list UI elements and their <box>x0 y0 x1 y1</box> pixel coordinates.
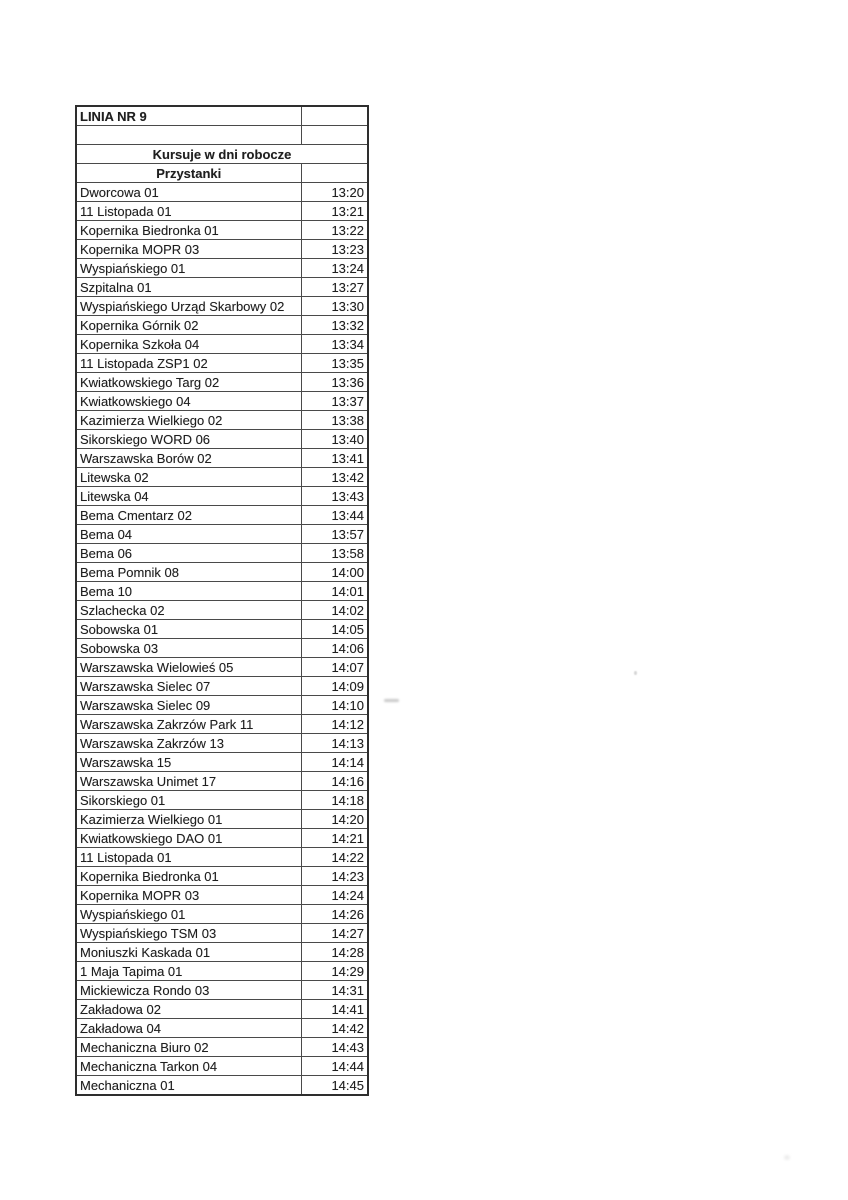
departure-time-cell: 14:21 <box>301 829 368 848</box>
table-row <box>76 373 368 392</box>
stop-name-cell: Mickiewicza Rondo 03 <box>76 981 301 1000</box>
stop-name-cell: Moniuszki Kaskada 01 <box>76 943 301 962</box>
table-row <box>76 886 368 905</box>
line-title-row <box>76 106 368 126</box>
stop-name-cell: Warszawska Unimet 17 <box>76 772 301 791</box>
stop-name-cell: Bema Cmentarz 02 <box>76 506 301 525</box>
service-days-header: Kursuje w dni robocze <box>76 145 368 164</box>
table-row <box>76 924 368 943</box>
table-row <box>76 677 368 696</box>
departure-time-cell: 13:36 <box>301 373 368 392</box>
table-row <box>76 658 368 677</box>
stop-name-cell: Warszawska Wielowieś 05 <box>76 658 301 677</box>
stop-name-cell: Kopernika Górnik 02 <box>76 316 301 335</box>
stop-name-cell: Kwiatkowskiego DAO 01 <box>76 829 301 848</box>
departure-time-cell: 13:20 <box>301 183 368 202</box>
line-title: LINIA NR 9 <box>76 106 301 126</box>
table-row <box>76 240 368 259</box>
stop-name-cell: Kopernika Biedronka 01 <box>76 867 301 886</box>
departure-time-cell: 13:57 <box>301 525 368 544</box>
stop-name-cell: Wyspiańskiego 01 <box>76 905 301 924</box>
stop-name-cell: Mechaniczna 01 <box>76 1076 301 1096</box>
table-row <box>76 183 368 202</box>
table-row <box>76 734 368 753</box>
departure-time-cell: 14:20 <box>301 810 368 829</box>
table-row <box>76 354 368 373</box>
table-row <box>76 1038 368 1057</box>
stops-column-header: Przystanki <box>76 164 301 183</box>
stop-name-cell: Wyspiańskiego 01 <box>76 259 301 278</box>
table-row <box>76 962 368 981</box>
stop-name-cell: Mechaniczna Biuro 02 <box>76 1038 301 1057</box>
table-row <box>76 1076 368 1096</box>
table-row <box>76 981 368 1000</box>
stop-name-cell: Mechaniczna Tarkon 04 <box>76 1057 301 1076</box>
table-row <box>76 449 368 468</box>
table-row <box>76 715 368 734</box>
table-row <box>76 639 368 658</box>
departure-time-cell: 14:27 <box>301 924 368 943</box>
table-row <box>76 1000 368 1019</box>
table-row <box>76 525 368 544</box>
table-row <box>76 506 368 525</box>
scan-artifact-speck <box>634 671 637 675</box>
table-row <box>76 335 368 354</box>
departure-time-cell: 14:44 <box>301 1057 368 1076</box>
stop-name-cell: Kazimierza Wielkiego 01 <box>76 810 301 829</box>
stop-name-cell: Bema 10 <box>76 582 301 601</box>
table-row <box>76 772 368 791</box>
table-row <box>76 601 368 620</box>
service-days-row <box>76 145 368 164</box>
table-row <box>76 544 368 563</box>
departure-time-cell: 13:42 <box>301 468 368 487</box>
departure-time-cell: 13:32 <box>301 316 368 335</box>
stop-name-cell: Kopernika Biedronka 01 <box>76 221 301 240</box>
departure-time-cell: 13:58 <box>301 544 368 563</box>
departure-time-cell: 14:07 <box>301 658 368 677</box>
stop-name-cell: Szpitalna 01 <box>76 278 301 297</box>
stop-name-cell: Sikorskiego WORD 06 <box>76 430 301 449</box>
departure-time-cell: 14:13 <box>301 734 368 753</box>
departure-time-cell: 14:01 <box>301 582 368 601</box>
departure-time-cell: 14:43 <box>301 1038 368 1057</box>
spacer-row <box>76 126 368 145</box>
empty-cell <box>301 164 368 183</box>
table-row <box>76 487 368 506</box>
stop-name-cell: Bema 06 <box>76 544 301 563</box>
departure-time-cell: 14:29 <box>301 962 368 981</box>
table-row <box>76 848 368 867</box>
table-row <box>76 202 368 221</box>
table-row <box>76 943 368 962</box>
table-row <box>76 411 368 430</box>
table-row <box>76 468 368 487</box>
departure-time-cell: 14:16 <box>301 772 368 791</box>
departure-time-cell: 14:00 <box>301 563 368 582</box>
bus-timetable <box>75 105 369 1096</box>
departure-time-cell: 13:40 <box>301 430 368 449</box>
table-row <box>76 430 368 449</box>
table-row <box>76 259 368 278</box>
stop-name-cell: Zakładowa 02 <box>76 1000 301 1019</box>
stop-name-cell: Bema 04 <box>76 525 301 544</box>
stop-name-cell: 1 Maja Tapima 01 <box>76 962 301 981</box>
stop-name-cell: 11 Listopada ZSP1 02 <box>76 354 301 373</box>
table-row <box>76 316 368 335</box>
stop-name-cell: Wyspiańskiego TSM 03 <box>76 924 301 943</box>
table-row <box>76 392 368 411</box>
empty-cell <box>301 106 368 126</box>
stops-header-row <box>76 164 368 183</box>
stop-name-cell: Zakładowa 04 <box>76 1019 301 1038</box>
stop-name-cell: Sikorskiego 01 <box>76 791 301 810</box>
stop-name-cell: Wyspiańskiego Urząd Skarbowy 02 <box>76 297 301 316</box>
scan-artifact-speck <box>784 1155 790 1160</box>
departure-time-cell: 14:05 <box>301 620 368 639</box>
departure-time-cell: 13:23 <box>301 240 368 259</box>
departure-time-cell: 13:34 <box>301 335 368 354</box>
departure-time-cell: 14:14 <box>301 753 368 772</box>
stop-name-cell: Szlachecka 02 <box>76 601 301 620</box>
table-row <box>76 810 368 829</box>
stop-name-cell: Warszawska 15 <box>76 753 301 772</box>
departure-time-cell: 13:30 <box>301 297 368 316</box>
departure-time-cell: 14:45 <box>301 1076 368 1096</box>
departure-time-cell: 14:22 <box>301 848 368 867</box>
stop-name-cell: Warszawska Zakrzów 13 <box>76 734 301 753</box>
departure-time-cell: 14:42 <box>301 1019 368 1038</box>
table-row <box>76 221 368 240</box>
departure-time-cell: 13:43 <box>301 487 368 506</box>
departure-time-cell: 14:12 <box>301 715 368 734</box>
departure-time-cell: 14:24 <box>301 886 368 905</box>
stop-name-cell: Warszawska Sielec 07 <box>76 677 301 696</box>
departure-time-cell: 14:10 <box>301 696 368 715</box>
table-row <box>76 905 368 924</box>
scan-artifact-dash <box>384 699 399 702</box>
stop-name-cell: 11 Listopada 01 <box>76 848 301 867</box>
stop-name-cell: 11 Listopada 01 <box>76 202 301 221</box>
table-row <box>76 753 368 772</box>
table-row <box>76 1057 368 1076</box>
departure-time-cell: 13:21 <box>301 202 368 221</box>
departure-time-cell: 13:44 <box>301 506 368 525</box>
departure-time-cell: 13:24 <box>301 259 368 278</box>
table-row <box>76 620 368 639</box>
table-row <box>76 582 368 601</box>
departure-time-cell: 14:31 <box>301 981 368 1000</box>
departure-time-cell: 14:26 <box>301 905 368 924</box>
empty-cell <box>76 126 301 145</box>
table-row <box>76 867 368 886</box>
departure-time-cell: 14:41 <box>301 1000 368 1019</box>
table-row <box>76 829 368 848</box>
table-row <box>76 791 368 810</box>
departure-time-cell: 13:22 <box>301 221 368 240</box>
stop-name-cell: Sobowska 03 <box>76 639 301 658</box>
departure-time-cell: 13:37 <box>301 392 368 411</box>
stop-name-cell: Kopernika MOPR 03 <box>76 240 301 259</box>
stop-name-cell: Sobowska 01 <box>76 620 301 639</box>
departure-time-cell: 13:38 <box>301 411 368 430</box>
table-row <box>76 297 368 316</box>
departure-time-cell: 14:09 <box>301 677 368 696</box>
stop-name-cell: Dworcowa 01 <box>76 183 301 202</box>
table-row <box>76 1019 368 1038</box>
stop-name-cell: Warszawska Sielec 09 <box>76 696 301 715</box>
departure-time-cell: 14:28 <box>301 943 368 962</box>
departure-time-cell: 14:02 <box>301 601 368 620</box>
stop-name-cell: Warszawska Borów 02 <box>76 449 301 468</box>
empty-cell <box>301 126 368 145</box>
stop-name-cell: Kazimierza Wielkiego 02 <box>76 411 301 430</box>
stop-name-cell: Kopernika MOPR 03 <box>76 886 301 905</box>
stop-name-cell: Bema Pomnik 08 <box>76 563 301 582</box>
departure-time-cell: 13:27 <box>301 278 368 297</box>
departure-time-cell: 14:18 <box>301 791 368 810</box>
table-row <box>76 278 368 297</box>
stop-name-cell: Litewska 04 <box>76 487 301 506</box>
departure-time-cell: 14:06 <box>301 639 368 658</box>
table-row <box>76 563 368 582</box>
stop-name-cell: Kwiatkowskiego 04 <box>76 392 301 411</box>
stop-name-cell: Litewska 02 <box>76 468 301 487</box>
stop-name-cell: Warszawska Zakrzów Park 11 <box>76 715 301 734</box>
departure-time-cell: 13:35 <box>301 354 368 373</box>
stop-name-cell: Kwiatkowskiego Targ 02 <box>76 373 301 392</box>
departure-time-cell: 13:41 <box>301 449 368 468</box>
departure-time-cell: 14:23 <box>301 867 368 886</box>
stop-name-cell: Kopernika Szkoła 04 <box>76 335 301 354</box>
table-row <box>76 696 368 715</box>
